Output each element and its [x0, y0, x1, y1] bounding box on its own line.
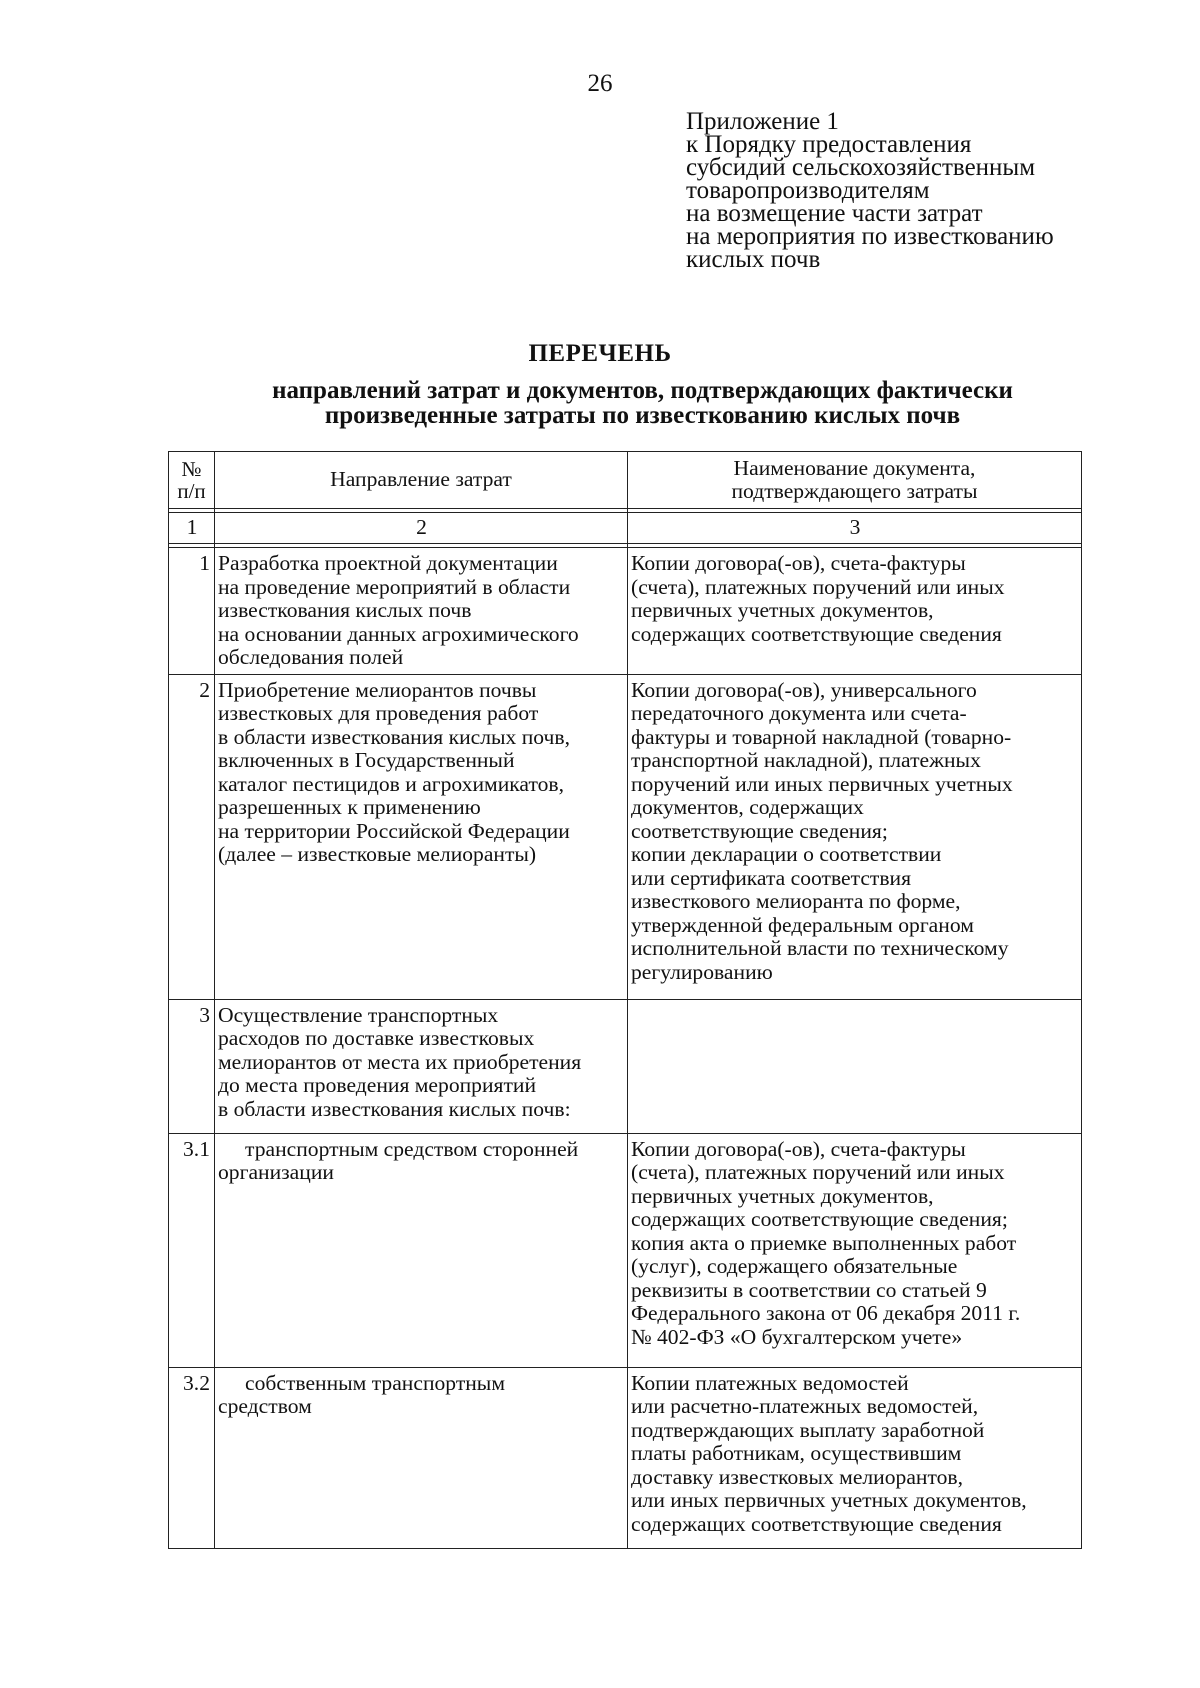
table-row — [169, 674, 1082, 999]
document-subtitle — [150, 378, 1135, 428]
row-document: Копии договора(-ов), универсального передаточного документа или счета- фактуры и товарной накладной (товарно- транспортной накладной), платежных поручений или иных первичных учетных документов, содержащих соответствующие сведения; копии декларации о соответствии или сертификата соответствия известкового мелиоранта по форме, утвержденной федеральным органом исполнительной власти по техническому регулированию — [628, 674, 1082, 999]
table-row — [169, 1367, 1082, 1548]
row-direction: Осуществление транспортных расходов по доставке известковых мелиорантов от места их приобретения до места проведения мероприятий в области известкования кислых почв: — [215, 999, 628, 1133]
row-number: 3 — [169, 999, 215, 1133]
column-number: 2 — [215, 513, 628, 544]
row-number: 3.2 — [169, 1367, 215, 1548]
row-document: Копии платежных ведомостей или расчетно-платежных ведомостей, подтверждающих выплату заработной платы работникам, осуществившим доставку известковых мелиорантов, или иных первичных учетных документов, содержащих соответствующие сведения — [628, 1367, 1082, 1548]
appendix-block — [686, 110, 1176, 271]
row-number: 1 — [169, 548, 215, 675]
table-row — [169, 999, 1082, 1133]
row-direction: собственным транспортным средством — [215, 1367, 628, 1548]
column-number: 1 — [169, 513, 215, 544]
row-direction: Разработка проектной документации на проведение мероприятий в области известкования кислых почв на основании данных агрохимического обследования полей — [215, 548, 628, 675]
table-row — [169, 548, 1082, 675]
header-direction: Направление затрат — [215, 452, 628, 509]
appendix-line: на мероприятия по известкованию — [686, 223, 1054, 250]
row-document — [628, 999, 1082, 1133]
row-number: 2 — [169, 674, 215, 999]
row-document: Копии договора(-ов), счета-фактуры (счета), платежных поручений или иных первичных учетных документов, содержащих соответствующие сведения — [628, 548, 1082, 675]
appendix-line: к Порядку предоставления — [686, 131, 972, 158]
header-number: № п/п — [169, 452, 215, 509]
costs-table — [168, 451, 1082, 1549]
appendix-line: кислых почв — [686, 246, 821, 273]
subtitle-line: направлений затрат и документов, подтверждающих фактически — [272, 377, 1013, 404]
column-number: 3 — [628, 513, 1082, 544]
row-direction: транспортным средством сторонней организации — [215, 1133, 628, 1367]
appendix-line: на возмещение части затрат — [686, 200, 983, 227]
subtitle-line: произведенные затраты по известкованию кислых почв — [324, 402, 961, 429]
appendix-line: субсидий сельскохозяйственным — [686, 154, 1036, 181]
document-title: ПЕРЕЧЕНЬ — [528, 340, 672, 367]
header-document: Наименование документа, подтверждающего затраты — [628, 452, 1082, 509]
appendix-line: товаропроизводителям — [686, 177, 930, 204]
row-document: Копии договора(-ов), счета-фактуры (счета), платежных поручений или иных первичных учетных документов, содержащих соответствующие сведения; копия акта о приемке выполненных работ (услуг), содержащего обязательные реквизиты в соответствии со статьей 9 Федерального закона от 06 декабря 2011 г. № 402-ФЗ «О бухгалтерском учете» — [628, 1133, 1082, 1367]
row-number: 3.1 — [169, 1133, 215, 1367]
column-number-row — [169, 513, 1082, 544]
table-header-row — [169, 452, 1082, 509]
row-direction: Приобретение мелиорантов почвы известковых для проведения работ в области известкования кислых почв, включенных в Государственный каталог пестицидов и агрохимикатов, разрешенных к применению на территории Российской Федерации (далее – известковые мелиоранты) — [215, 674, 628, 999]
appendix-line: Приложение 1 — [686, 108, 839, 135]
table-row — [169, 1133, 1082, 1367]
page-number: 26 — [587, 70, 613, 97]
